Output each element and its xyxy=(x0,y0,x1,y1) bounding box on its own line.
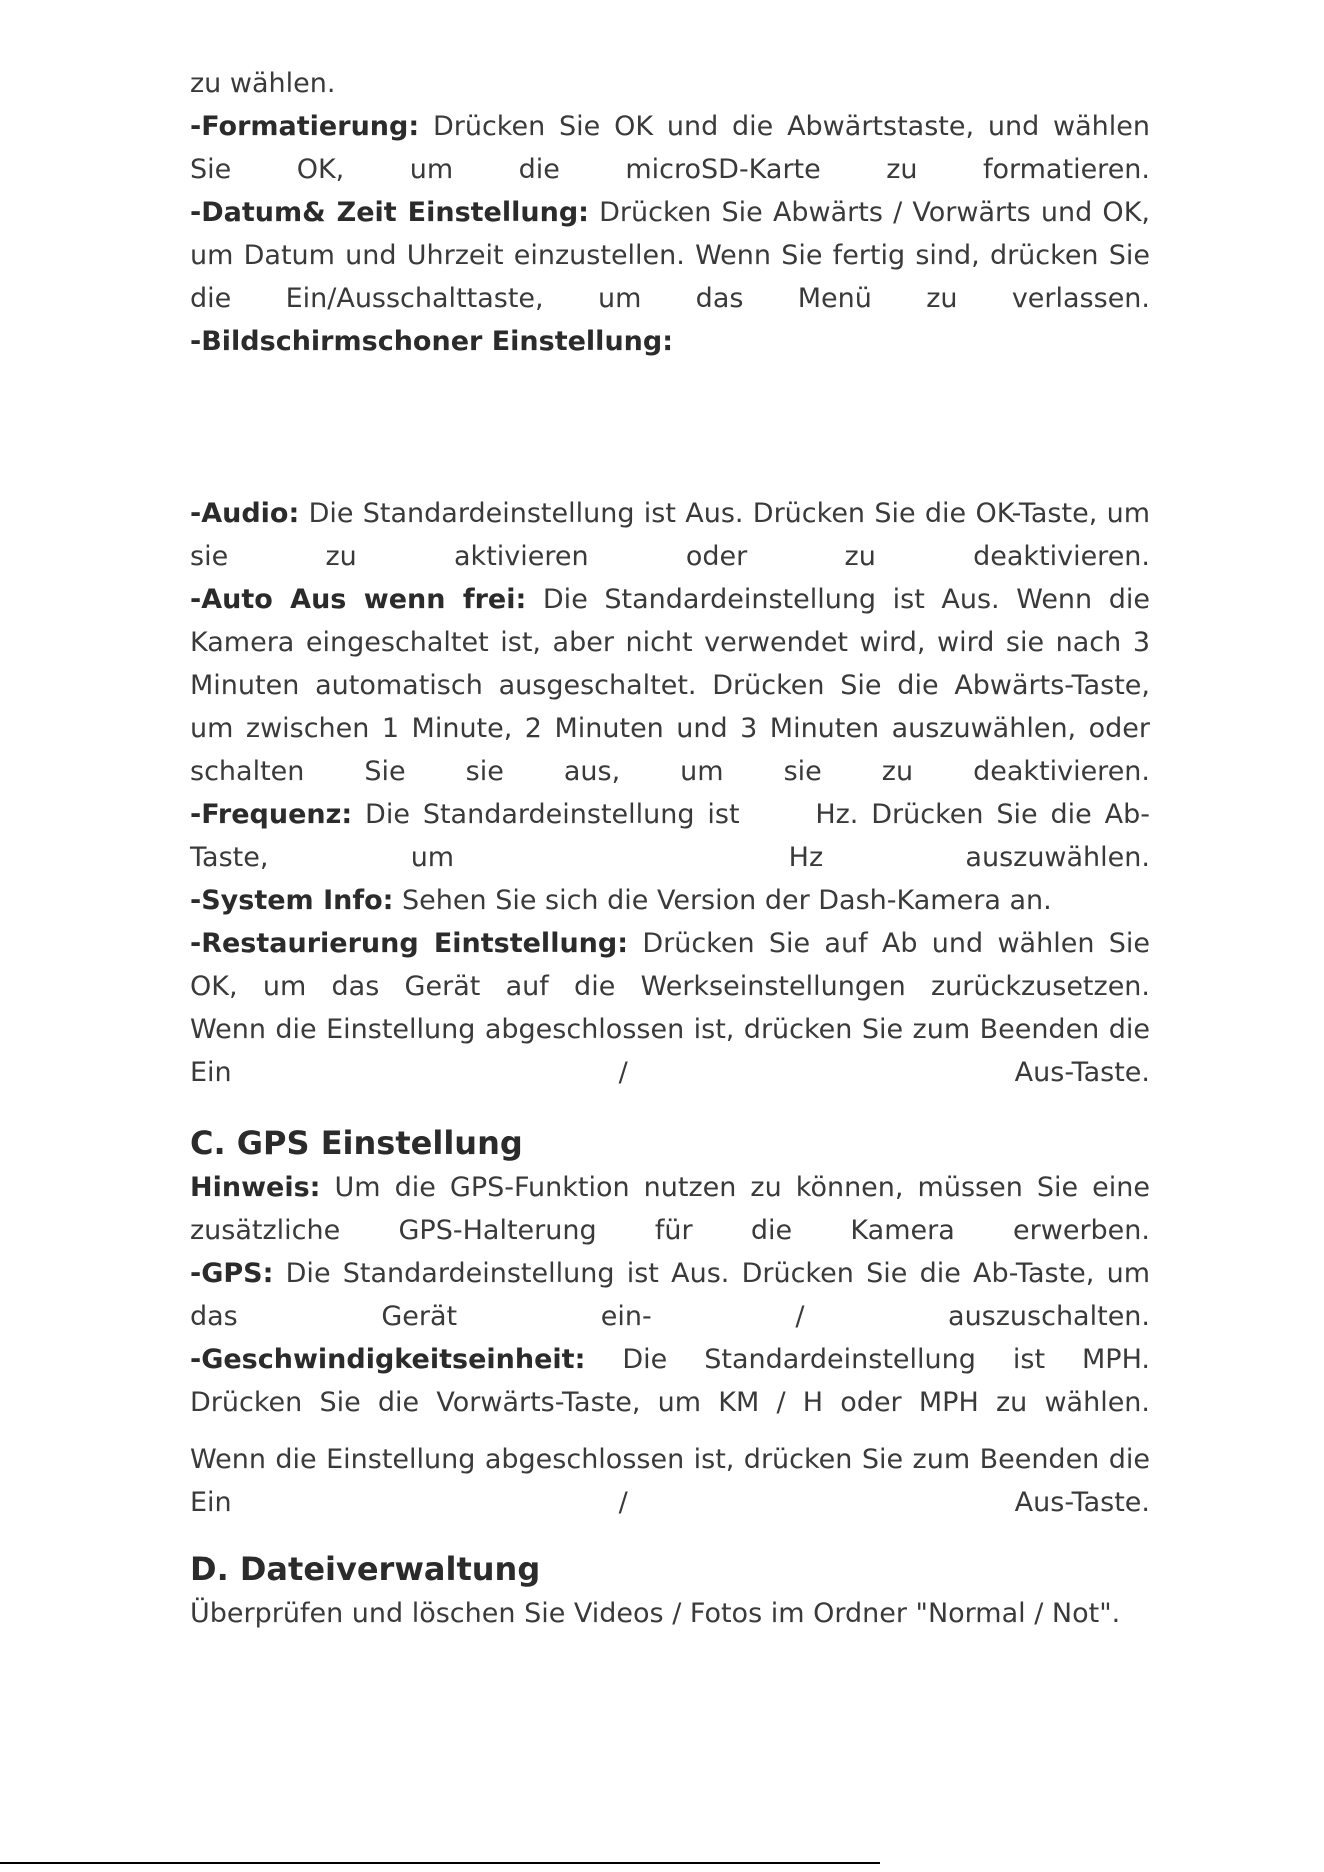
item-label: -System Info: xyxy=(190,885,394,916)
item-hinweis xyxy=(190,1166,1150,1252)
spacer xyxy=(190,1524,1150,1546)
item-label: -Formatierung: xyxy=(190,111,420,142)
item-label: -Datum& Zeit Einstellung: xyxy=(190,197,589,228)
blank-space xyxy=(190,363,1150,492)
spacer xyxy=(190,1094,1150,1120)
item-gps xyxy=(190,1252,1150,1338)
item-label: -Geschwindigkeitseinheit: xyxy=(190,1344,586,1375)
item-bildschirmschoner xyxy=(190,320,1150,363)
item-audio xyxy=(190,492,1150,578)
item-label: Hinweis: xyxy=(190,1172,321,1203)
item-geschwindigkeit xyxy=(190,1338,1150,1424)
spacer xyxy=(190,1424,1150,1438)
item-label: -GPS: xyxy=(190,1258,274,1289)
item-text: Um die GPS-Funktion nutzen zu können, müssen Sie eine zusätzliche GPS-Halterung für die Kamera erwerben. xyxy=(190,1172,1150,1246)
item-text: Die Standardeinstellung ist Aus. Wenn die Kamera eingeschaltet ist, aber nicht verwendet wird, wird sie nach 3 Minuten automatisch ausgeschaltet. Drücken Sie die Abwärts-Taste, um zwischen 1 Minute, 2 Minuten und 3 Minuten auszuwählen, oder schalten Sie sie aus, um sie zu deaktivieren. xyxy=(190,584,1150,787)
item-text: Die Standardeinstellung ist xyxy=(352,799,740,830)
paragraph-datei: Überprüfen und löschen Sie Videos / Fotos im Ordner "Normal / Not". xyxy=(190,1598,1121,1629)
page-bottom-rule xyxy=(0,1862,880,1864)
item-label: -Bildschirmschoner Einstellung: xyxy=(190,326,674,357)
item-text: Drücken Sie Abwärts / Vorwärts und OK, um Datum und Uhrzeit einzustellen. Wenn Sie fertig sind, drücken Sie die Ein/Ausschalttaste, um das Menü zu verlassen. xyxy=(190,197,1150,314)
item-text: Drücken Sie OK und die Abwärtstaste, und wählen Sie OK, um die microSD-Karte zu formatieren. xyxy=(190,111,1150,185)
item-text: Die Standardeinstellung ist MPH. Drücken Sie die Vorwärts-Taste, um KM / H oder MPH zu wählen. xyxy=(190,1344,1150,1418)
item-restaurierung xyxy=(190,922,1150,1008)
item-label: -Restaurierung Eintstellung: xyxy=(190,928,629,959)
section-heading-datei: D. Dateiverwaltung xyxy=(190,1550,541,1588)
item-formatierung xyxy=(190,105,1150,191)
item-text: Hz. Drücken Sie die Ab-Taste, um xyxy=(190,799,1150,873)
item-label: -Frequenz: xyxy=(190,799,353,830)
item-text: Hz auszuwählen. xyxy=(788,842,1150,873)
item-label: -Audio: xyxy=(190,498,300,529)
paragraph-ende-2: Wenn die Einstellung abgeschlossen ist, drücken Sie zum Beenden die Ein / Aus-Taste. xyxy=(190,1444,1150,1518)
section-heading-gps: C. GPS Einstellung xyxy=(190,1124,523,1162)
item-frequenz xyxy=(190,793,1150,879)
item-text: Die Standardeinstellung ist Aus. Drücken Sie die OK-Taste, um sie zu aktivieren oder zu deaktivieren. xyxy=(190,498,1150,572)
item-text: Sehen Sie sich die Version der Dash-Kamera an. xyxy=(393,885,1052,916)
item-auto-aus xyxy=(190,578,1150,793)
paragraph-ende-1: Wenn die Einstellung abgeschlossen ist, drücken Sie zum Beenden die Ein / Aus-Taste. xyxy=(190,1014,1150,1088)
item-datum-zeit xyxy=(190,191,1150,320)
item-system-info xyxy=(190,879,1150,922)
item-label: -Auto Aus wenn frei: xyxy=(190,584,527,615)
manual-page xyxy=(190,62,1150,1635)
item-text: Die Standardeinstellung ist Aus. Drücken Sie die Ab-Taste, um das Gerät ein- / auszuschalten. xyxy=(190,1258,1150,1332)
paragraph-continuation: zu wählen. xyxy=(190,68,336,99)
item-text: Drücken Sie auf Ab und wählen Sie OK, um das Gerät auf die Werkseinstellungen zurückzusetzen. xyxy=(190,928,1150,1002)
